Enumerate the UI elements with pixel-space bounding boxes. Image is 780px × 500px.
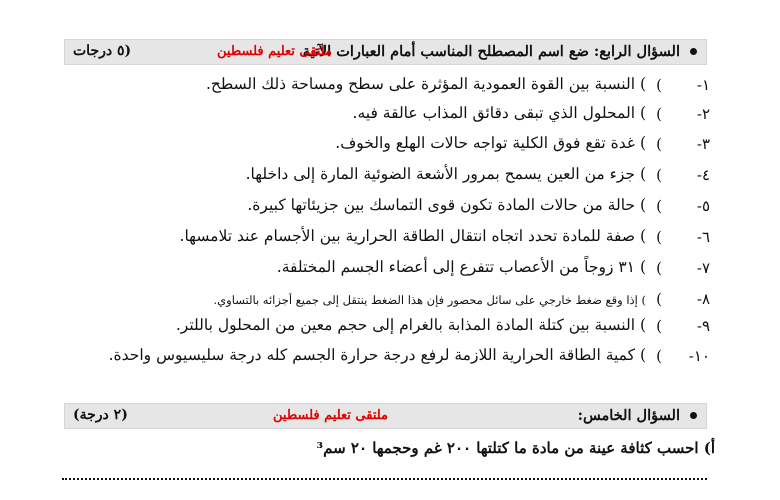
answer-paren: ( bbox=[656, 317, 662, 335]
question-5-marks: (٢ درجة) bbox=[73, 407, 128, 423]
answer-paren: ( bbox=[656, 135, 662, 153]
item-text: ) النسبة بين القوة العمودية المؤثرة على سطح ومساحة ذلك السطح. bbox=[205, 75, 646, 93]
item-text: ) غدة تقع فوق الكلية تواجه حالات الهلع والخوف. bbox=[335, 134, 646, 152]
item-text: ) كمية الطاقة الحرارية اللازمة لرفع درجة حرارة الجسم كله درجة سليسيوس واحدة. bbox=[108, 346, 646, 364]
question-4-header bbox=[64, 39, 707, 65]
item-text: ) النسبة بين كتلة المادة المذابة بالغرام إلى حجم معين من المحلول باللتر. bbox=[175, 316, 646, 334]
list-item bbox=[0, 194, 780, 220]
cut-off-text-fragment bbox=[330, 0, 560, 5]
answer-paren: ( bbox=[656, 166, 662, 184]
question-5-header bbox=[64, 403, 707, 429]
question-5-title: السؤال الخامس: bbox=[577, 407, 680, 424]
answer-paren: ( bbox=[656, 197, 662, 215]
item-text: ) ٣١ زوجاً من الأعصاب تتفرع إلى أعضاء الجسم المختلفة. bbox=[276, 258, 646, 276]
item-number: ٣- bbox=[696, 135, 710, 153]
answer-paren: ( bbox=[656, 347, 662, 365]
answer-dotted-line bbox=[62, 478, 707, 480]
item-text: ) المحلول الذي تبقى دقائق المذاب عالقة فيه. bbox=[352, 104, 646, 122]
list-item bbox=[0, 102, 780, 128]
list-item bbox=[0, 314, 780, 340]
list-item bbox=[0, 73, 780, 99]
bullet-icon bbox=[690, 412, 697, 419]
list-item bbox=[0, 344, 780, 370]
item-number: ٦- bbox=[696, 228, 710, 246]
item-text: ) حالة من حالات المادة تكون قوى التماسك بين جزيئاتها كبيرة. bbox=[247, 196, 646, 214]
item-number: ٩- bbox=[696, 317, 710, 335]
brand-label: ملتقى تعليم فلسطين bbox=[273, 408, 389, 423]
list-item bbox=[0, 256, 780, 282]
list-item bbox=[0, 163, 780, 189]
item-number: ٢- bbox=[696, 105, 710, 123]
brand-label: ملتقى تعليم فلسطين bbox=[217, 44, 333, 59]
bullet-icon bbox=[690, 48, 697, 55]
list-item bbox=[0, 225, 780, 251]
item-text: ) جزء من العين يسمح بمرور الأشعة الضوئية المارة إلى داخلها. bbox=[245, 165, 646, 183]
list-item bbox=[0, 287, 780, 313]
item-number: ٤- bbox=[696, 166, 710, 184]
answer-paren: ( bbox=[656, 228, 662, 246]
item-number: ٨- bbox=[696, 290, 710, 308]
answer-paren: ( bbox=[656, 290, 662, 308]
item-number: ١٠- bbox=[688, 347, 710, 365]
item-text: ) صفة للمادة تحدد اتجاه انتقال الطاقة الحرارية بين الأجسام عند تلامسها. bbox=[179, 227, 646, 245]
answer-paren: ( bbox=[656, 76, 662, 94]
item-number: ٧- bbox=[696, 259, 710, 277]
answer-paren: ( bbox=[656, 259, 662, 277]
answer-paren: ( bbox=[656, 105, 662, 123]
list-item bbox=[0, 132, 780, 158]
item-number: ١- bbox=[696, 76, 710, 94]
item-text: ) إذا وقع ضغط خارجي على سائل محصور فإن هذا الضغط ينتقل إلى جميع أجزائه بالتساوي. bbox=[213, 293, 646, 307]
question-4-title: السؤال الرابع: ضع اسم المصطلح المناسب أمام العبارات الآتية bbox=[302, 43, 680, 60]
question-4-marks: (٥ درجات bbox=[73, 43, 132, 59]
question-5-part-a: أ) احسب كثافة عينة من مادة ما كتلتها ٢٠٠ غم وحجمها ٢٠ سم³ bbox=[316, 439, 715, 457]
item-number: ٥- bbox=[696, 197, 710, 215]
